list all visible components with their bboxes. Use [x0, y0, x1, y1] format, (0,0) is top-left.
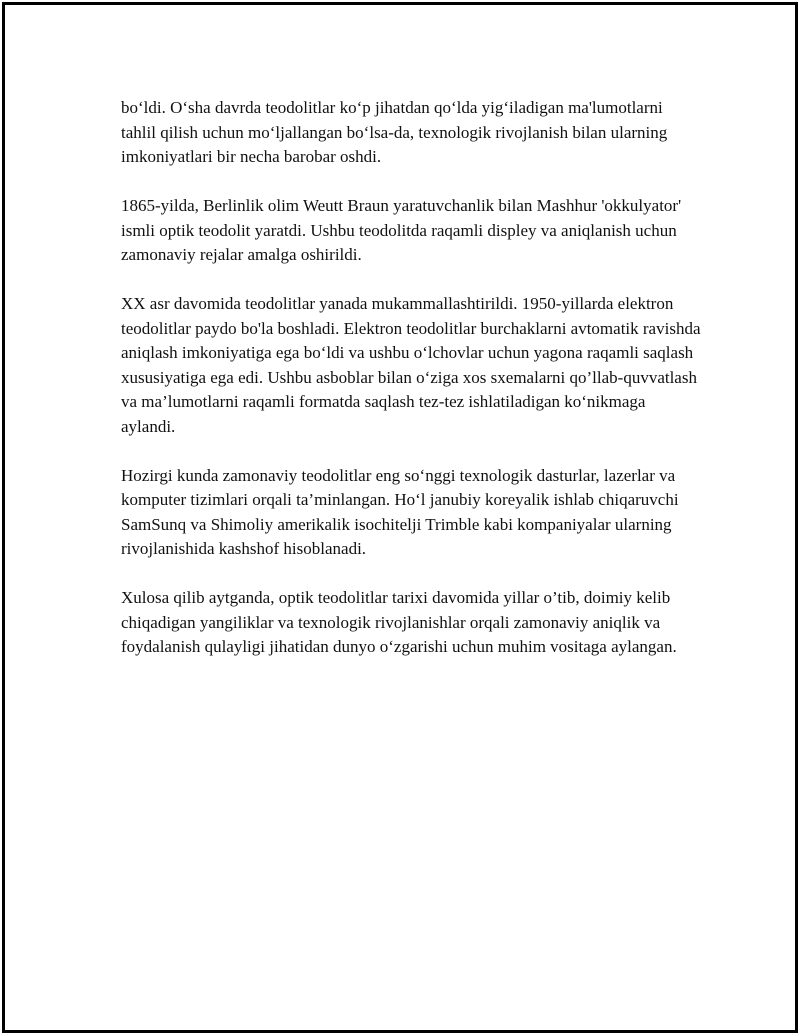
paragraph-5: Xulosa qilib aytganda, optik teodolitlar tarixi davomida yillar o’tib, doimiy kelib chiqadigan yangiliklar va texnologik rivojlanishlar orqali zamonaviy aniqlik va foydalanish qulayligi jihatidan dunyo o‘zgarishi uchun muhim vositaga aylangan.	[121, 588, 677, 656]
page-border	[2, 2, 798, 1033]
paragraph-1: bo‘ldi. O‘sha davrda teodolitlar ko‘p jihatdan qo‘lda yig‘iladigan ma'lumotlarni tahlil qilish uchun mo‘ljallangan bo‘lsa-da, texnologik rivojlanish bilan ularning imkoniyatlari bir necha barobar oshdi.	[121, 98, 668, 166]
paragraph-4: Hozirgi kunda zamonaviy teodolitlar eng so‘nggi texnologik dasturlar, lazerlar va komputer tizimlari orqali ta’minlangan. Ho‘l janubiy koreyalik ishlab chiqaruvchi SamSunq va Shimoliy amerikalik isochitelji Trimble kabi kompaniyalar ularning rivojlanishida kashshof hisoblanadi.	[121, 465, 679, 558]
paragraph-2: 1865-yilda, Berlinlik olim Weutt Braun yaratuvchanlik bilan Mashhur 'okkulyator' ismli optik teodolit yaratdi. Ushbu teodolitda raqamli displey va aniqlanish uchun zamonaviy rejalar amalga oshirildi.	[121, 196, 682, 264]
paragraph-3: XX asr davomida teodolitlar yanada mukammallashtirildi. 1950-yillarda elektron teodolitlar paydo bo'la boshladi. Elektron teodolitlar burchaklarni avtomatik ravishda aniqlash imkoniyatiga ega bo‘ldi va ushbu o‘lchovlar uchun yagona raqamli saqlash xususiyatiga ega edi. Ushbu asboblar bilan o‘ziga xos sxemalarni qo’llab-quvvatlash va ma’lumotlarni raqamli formatda saqlash tez-tez ishlatiladigan ko‘nikmaga aylandi.	[121, 294, 701, 436]
document-body	[121, 96, 701, 684]
